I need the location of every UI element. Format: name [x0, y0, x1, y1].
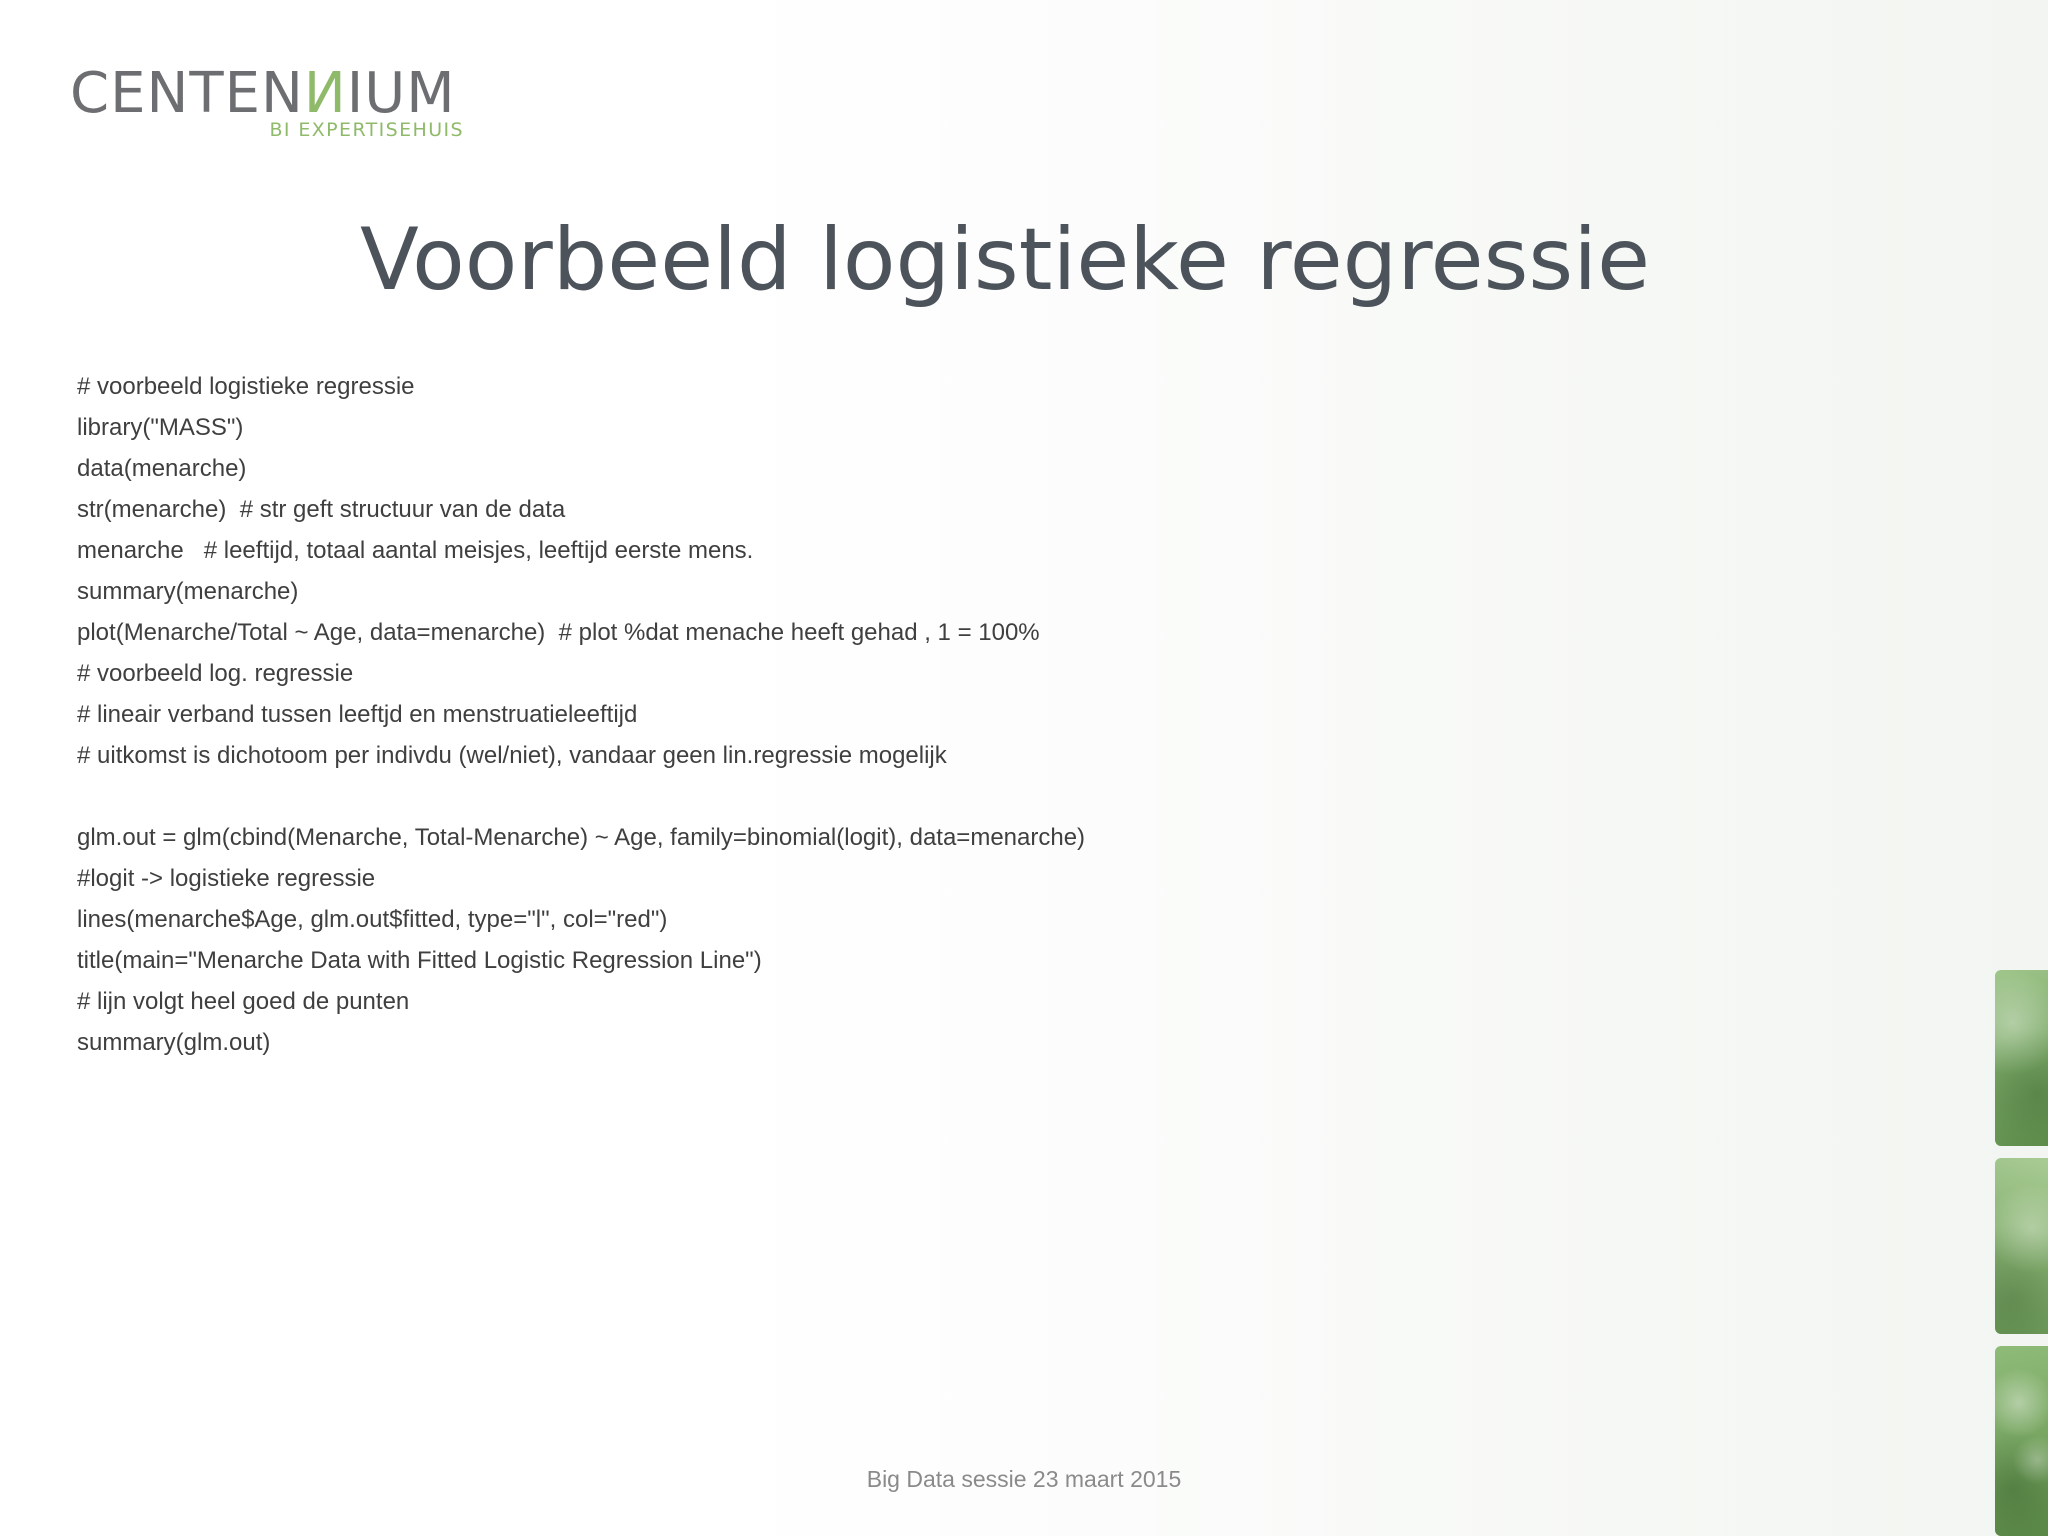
code-line: data(menarche) — [77, 455, 247, 482]
code-line-blank — [77, 776, 1457, 817]
code-line: menarche # leeftijd, totaal aantal meisjes, leeftijd eerste mens. — [77, 537, 754, 564]
code-line: summary(glm.out) — [77, 1029, 271, 1056]
logo-wordmark-suffix: IUM — [346, 61, 456, 126]
code-line: # voorbeeld logistieke regressie — [77, 373, 415, 400]
logo-wordmark-accent: И — [303, 61, 347, 126]
logo-wordmark — [70, 62, 456, 126]
code-line: plot(Menarche/Total ~ Age, data=menarche) # plot %dat menache heeft gehad , 1 = 100% — [77, 619, 1040, 646]
decorative-green-tile — [1995, 1158, 2048, 1334]
code-line: # voorbeeld log. regressie — [77, 660, 354, 687]
code-line: lines(menarche$Age, glm.out$fitted, type="l", col="red") — [77, 906, 668, 933]
code-line: #logit -> logistieke regressie — [77, 865, 376, 892]
code-line: library("MASS") — [77, 414, 244, 441]
code-block — [77, 366, 1457, 1063]
code-line: title(main="Menarche Data with Fitted Logistic Regression Line") — [77, 947, 762, 974]
code-line: # lineair verband tussen leeftjd en menstruatieleeftijd — [77, 701, 638, 728]
centennium-logo — [70, 62, 470, 152]
decorative-green-tile — [1995, 970, 2048, 1146]
slide-footer: Big Data sessie 23 maart 2015 — [866, 1466, 1182, 1492]
code-line: summary(menarche) — [77, 578, 299, 605]
slide-title: Voorbeeld logistieke regressie — [359, 210, 1651, 310]
logo-wordmark-prefix: CENTEN — [70, 61, 304, 126]
code-line: # uitkomst is dichotoom per indivdu (wel/niet), vandaar geen lin.regressie mogelijk — [77, 742, 947, 769]
code-line: glm.out = glm(cbind(Menarche, Total-Menarche) ~ Age, family=binomial(logit), data=menarche) — [77, 824, 1086, 851]
code-line: str(menarche) # str geft structuur van de data — [77, 496, 566, 523]
decorative-green-tile — [1995, 1346, 2048, 1536]
code-line: # lijn volgt heel goed de punten — [77, 988, 410, 1015]
logo-tagline: BI EXPERTISEHUIS — [269, 119, 464, 141]
